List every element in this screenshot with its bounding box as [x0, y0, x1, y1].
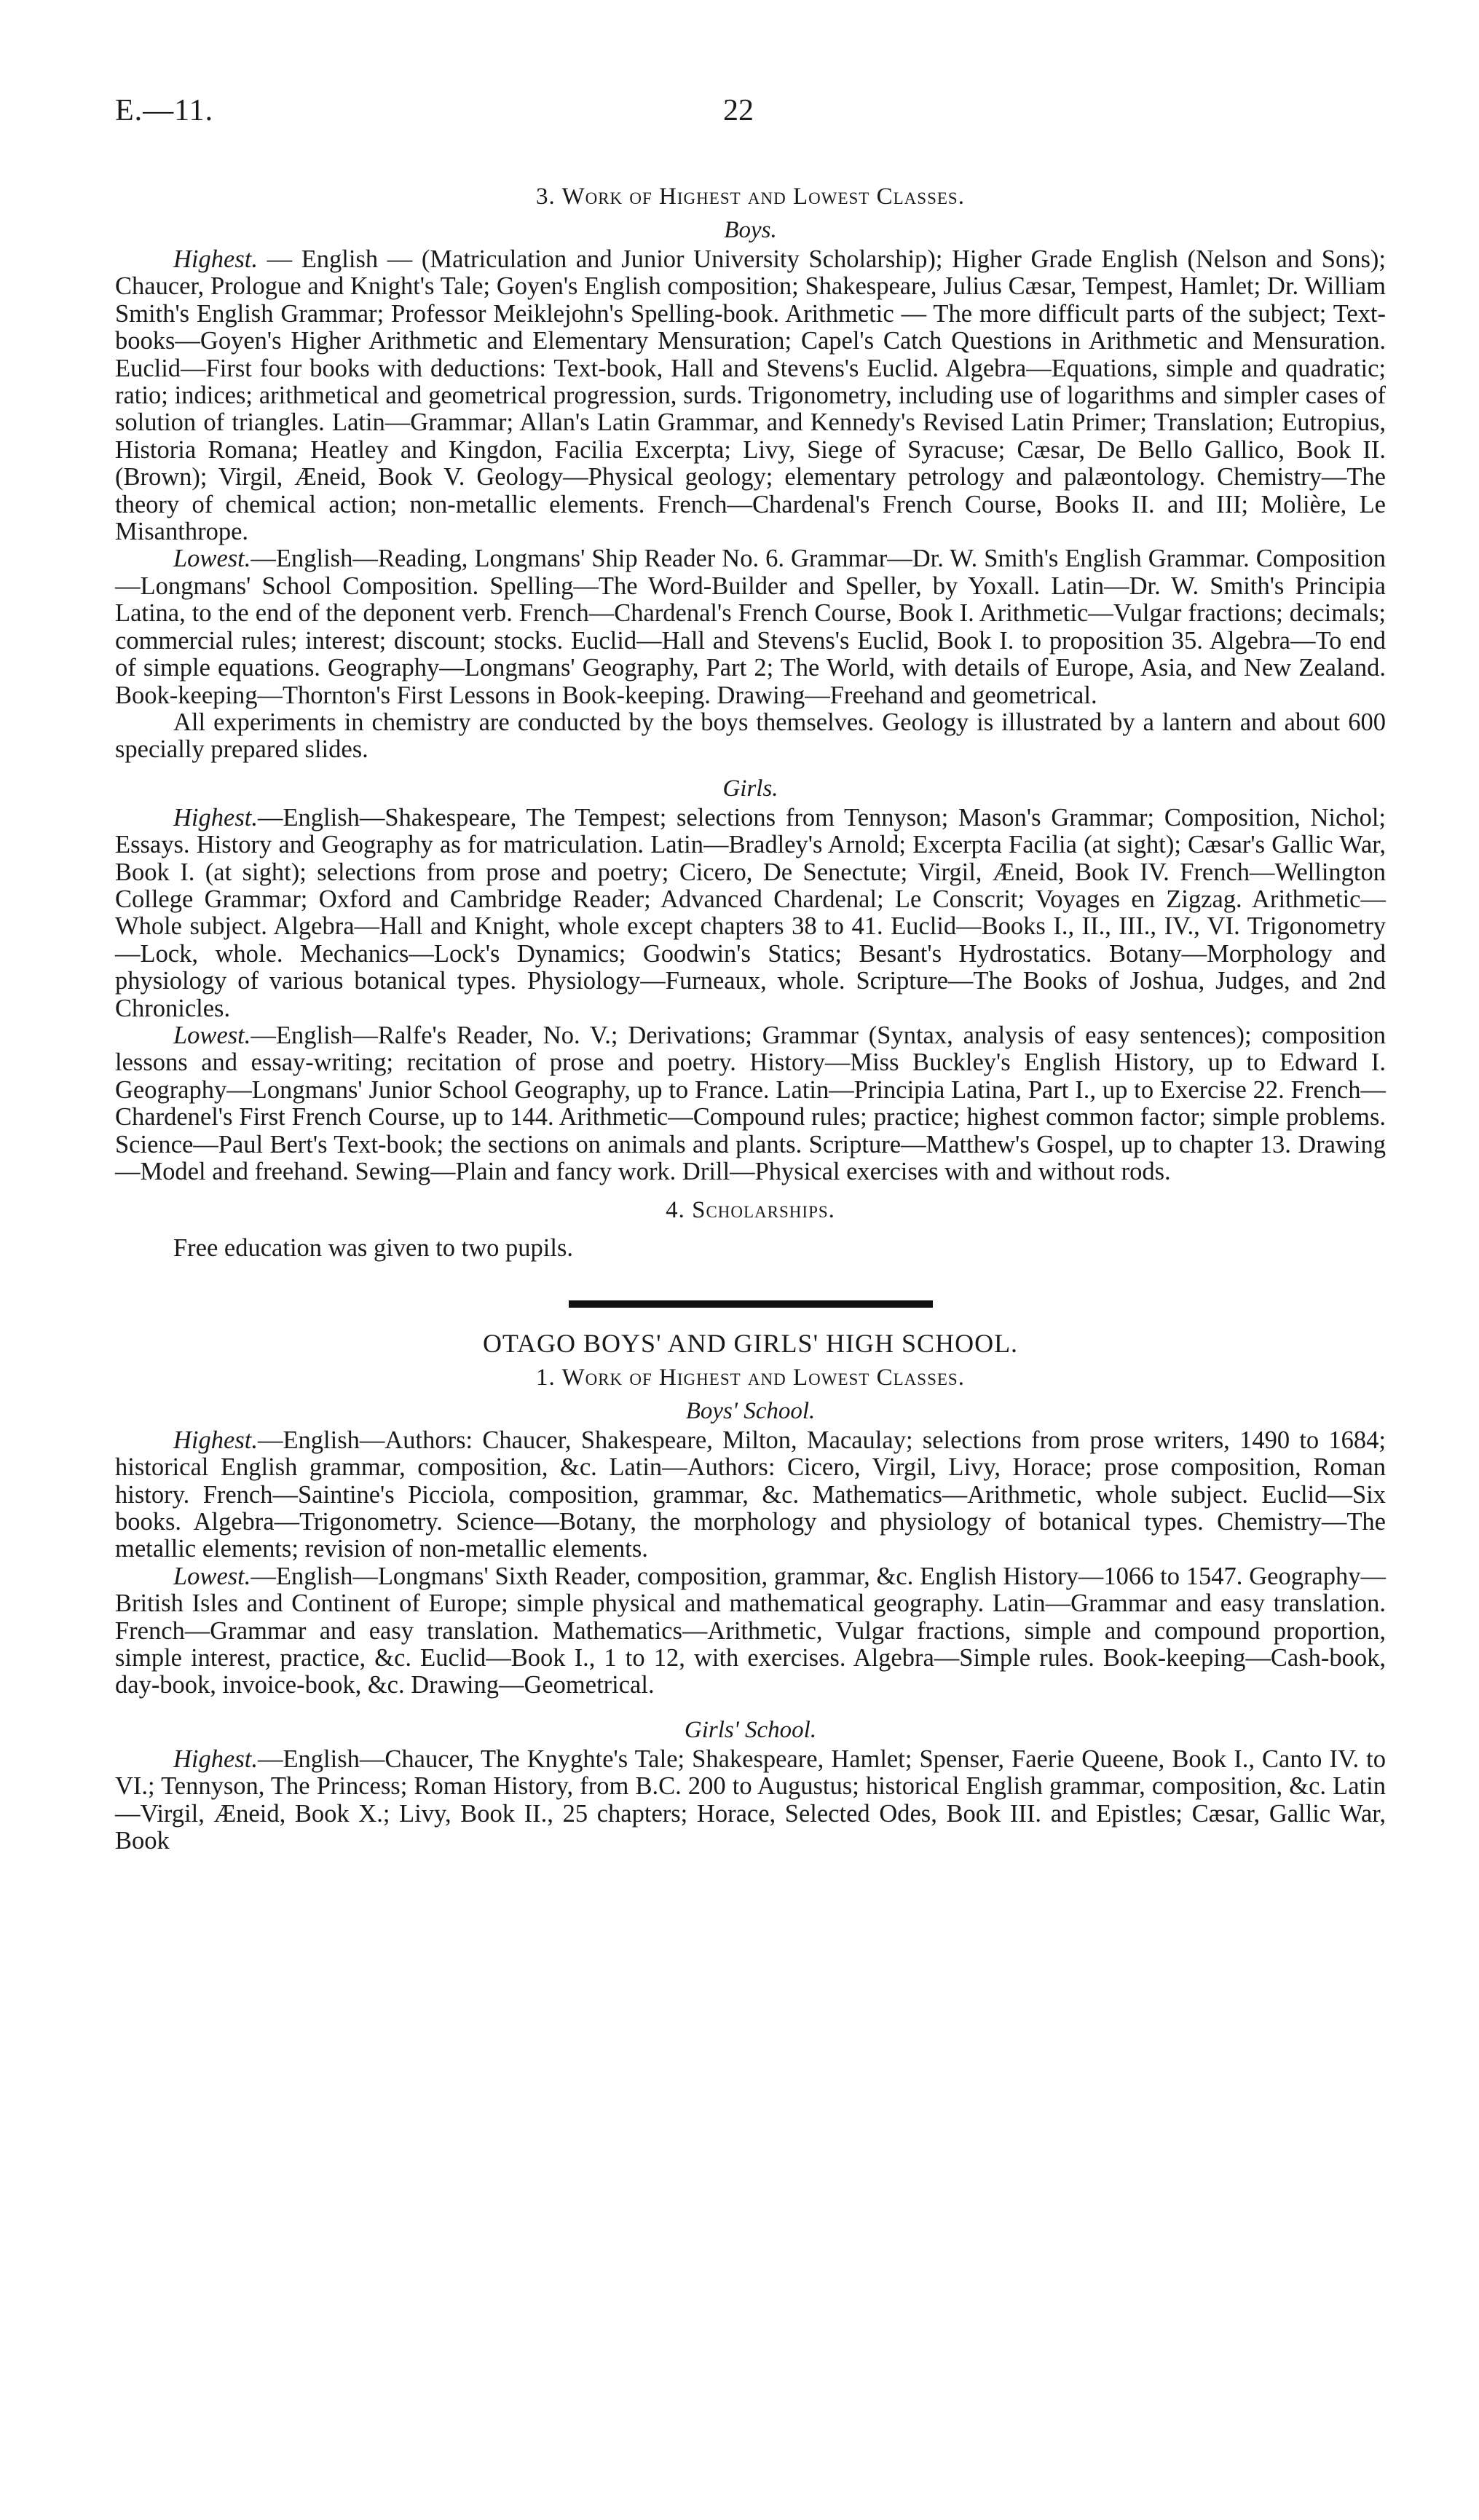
section-heading-scholarships: 4. Scholarships.	[666, 1197, 835, 1224]
page-body	[115, 182, 1386, 1855]
scholarships-text: Free education was given to two pupils.	[173, 1234, 574, 1263]
boys-lowest-text: —English—Reading, Longmans' Ship Reader No. 6. Grammar—Dr. W. Smith's English Grammar. Composition—Longmans' School Composition. Spelling—The Word-Builder and Speller, by Yoxall. Latin—Dr. W. Smith's Principia Latina, to the end of the deponent verb. French—Chardenal's French Course, Book I. Arithmetic—Vulgar fractions; decimals; commercial rules; interest; discount; stocks. Euclid—Hall and Stevens's Euclid, Book I. to proposition 35. Algebra—To end of simple equations. Geography—Longmans' Geography, Part 2; The World, with details of Europe, Asia, and New Zealand. Book-keeping—Thornton's First Lessons in Book-keeping. Drawing—Freehand and geometrical.	[115, 545, 1386, 709]
page-number: 22	[723, 94, 754, 127]
otago-boys-lowest-text: —English—Longmans' Sixth Reader, composition, grammar, &c. English History—1066 to 1547. Geography—British Isles and Continent of Europe; simple physical and mathematical geography. Latin—Grammar and easy translation. French—Grammar and easy translation. Mathematics—Arithmetic, Vulgar fractions, simple and compound proportion, simple interest, practice, &c. Euclid—Book I., 1 to 12, with exercises. Algebra—Simple rules. Book-keeping—Cash-book, day-book, invoice-book, &c. Drawing—Geometrical.	[115, 1562, 1386, 1699]
otago-boys-lowest-label: Lowest.	[173, 1562, 251, 1590]
subheading-boys-school: Boys' School.	[685, 1397, 816, 1424]
subheading-girls: Girls.	[722, 775, 778, 802]
otago-girls-highest-paragraph	[115, 1746, 1386, 1855]
otago-section-heading: 1. Work of Highest and Lowest Classes.	[536, 1364, 965, 1391]
girls-highest-text: —English—Shakespeare, The Tempest; selections from Tennyson; Mason's Grammar; Composition, Nichol; Essays. History and Geography as for matriculation. Latin—Bradley's Arnold; Excerpta Facilia (at sight); Cæsar's Gallic War, Book I. (at sight); selections from prose and poetry; Cicero, De Senectute; Virgil, Æneid, Book IV. French—Wellington College Grammar; Oxford and Cambridge Reader; Advanced Chardenal; Le Conscrit; Voyages en Zigzag. Arithmetic—Whole subject. Algebra—Hall and Knight, whole except chapters 38 to 41. Euclid—Books I., II., III., IV., VI. Trigonometry—Lock, whole. Mechanics—Lock's Dynamics; Goodwin's Statics; Besant's Hydrostatics. Botany—Morphology and physiology of various botanical types. Physiology—Furneaux, whole. Scripture—The Books of Joshua, Judges, and 2nd Chronicles.	[115, 803, 1386, 1022]
girls-highest-paragraph	[115, 805, 1386, 1022]
otago-girls-highest-label: Highest.	[173, 1745, 258, 1773]
report-code: E.—11.	[115, 94, 214, 127]
otago-boys-highest-paragraph	[115, 1427, 1386, 1563]
boys-highest-label: Highest.	[173, 245, 258, 273]
boys-highest-text: — English — (Matriculation and Junior University Scholarship); Higher Grade English (Nelson and Sons); Chaucer, Prologue and Knight's Tale; Goyen's English composition; Shakespeare, Julius Cæsar, Tempest, Hamlet; Dr. William Smith's English Grammar; Professor Meiklejohn's Spelling-book. Arithmetic — The more difficult parts of the subject; Text-books—Goyen's Higher Arithmetic and Elementary Mensuration; Capel's Catch Questions in Arithmetic and Mensuration. Euclid—First four books with deductions: Text-book, Hall and Stevens's Euclid. Algebra—Equations, simple and quadratic; ratio; indices; arithmetical and geometrical progression, surds. Trigonometry, including use of logarithms and simpler cases of solution of triangles. Latin—Grammar; Allan's Latin Grammar, and Kennedy's Revised Latin Primer; Translation; Eutropius, Historia Romana; Heatley and Kingdon, Facilia Excerpta; Livy, Siege of Syracuse; Cæsar, De Bello Gallico, Book II. (Brown); Virgil, Æneid, Book V. Geology—Physical geology; elementary petrology and palæontology. Chemistry—The theory of chemical action; non-metallic elements. French—Chardenal's French Course, Books II. and III; Molière, Le Misanthrope.	[115, 245, 1386, 546]
page-header	[115, 93, 1364, 137]
otago-boys-lowest-paragraph	[115, 1563, 1386, 1699]
otago-boys-highest-text: —English—Authors: Chaucer, Shakespeare, Milton, Macaulay; selections from prose writers, 1490 to 1684; historical English grammar, composition, &c. Latin—Authors: Cicero, Virgil, Livy, Horace; prose composition, Roman history. French—Saintine's Picciola, composition, grammar, &c. Mathematics—Arithmetic, whole subject. Euclid—Six books. Algebra—Trigonometry. Science—Botany, the morphology and physiology of botanical types. Chemistry—The metallic elements; revision of non-metallic elements.	[115, 1426, 1386, 1563]
girls-lowest-label: Lowest.	[173, 1021, 251, 1049]
girls-highest-label: Highest.	[173, 803, 258, 832]
school-title: OTAGO BOYS' AND GIRLS' HIGH SCHOOL.	[482, 1328, 1019, 1358]
boys-highest-paragraph	[115, 246, 1386, 545]
otago-girls-highest-text: —English—Chaucer, The Knyghte's Tale; Shakespeare, Hamlet; Spenser, Faerie Queene, Book I., Canto IV. to VI.; Tennyson, The Princess; Roman History, from B.C. 200 to Augustus; historical English grammar, composition, &c. Latin—Virgil, Æneid, Book X.; Livy, Book II., 25 chapters; Horace, Selected Odes, Book III. and Epistles; Cæsar, Gallic War, Book	[115, 1745, 1386, 1855]
girls-lowest-text: —English—Ralfe's Reader, No. V.; Derivations; Grammar (Syntax, analysis of easy sentences); composition lessons and essay-writing; recitation of prose and poetry. History—Miss Buckley's English History, up to Edward I. Geography—Longmans' Junior School Geography, up to France. Latin—Principia Latina, Part I., up to Exercise 22. French—Chardenel's First French Course, up to 144. Arithmetic—Compound rules; practice; highest common factor; simple problems. Science—Paul Bert's Text-book; the sections on animals and plants. Scripture—Matthew's Gospel, up to chapter 13. Drawing—Model and freehand. Sewing—Plain and fancy work. Drill—Physical exercises with and without rods.	[115, 1021, 1386, 1185]
otago-boys-highest-label: Highest.	[173, 1426, 258, 1454]
subheading-girls-school: Girls' School.	[684, 1716, 817, 1743]
section-divider-rule	[569, 1300, 933, 1308]
section-heading-work: 3. Work of Highest and Lowest Classes.	[536, 183, 965, 210]
boys-lowest-label: Lowest.	[173, 545, 251, 573]
girls-lowest-paragraph	[115, 1022, 1386, 1185]
boys-chemistry-note: All experiments in chemistry are conducted by the boys themselves. Geology is illustrated by a lantern and about 600 specially prepared slides.	[115, 708, 1386, 764]
boys-lowest-paragraph	[115, 545, 1386, 708]
subheading-boys: Boys.	[724, 217, 777, 243]
